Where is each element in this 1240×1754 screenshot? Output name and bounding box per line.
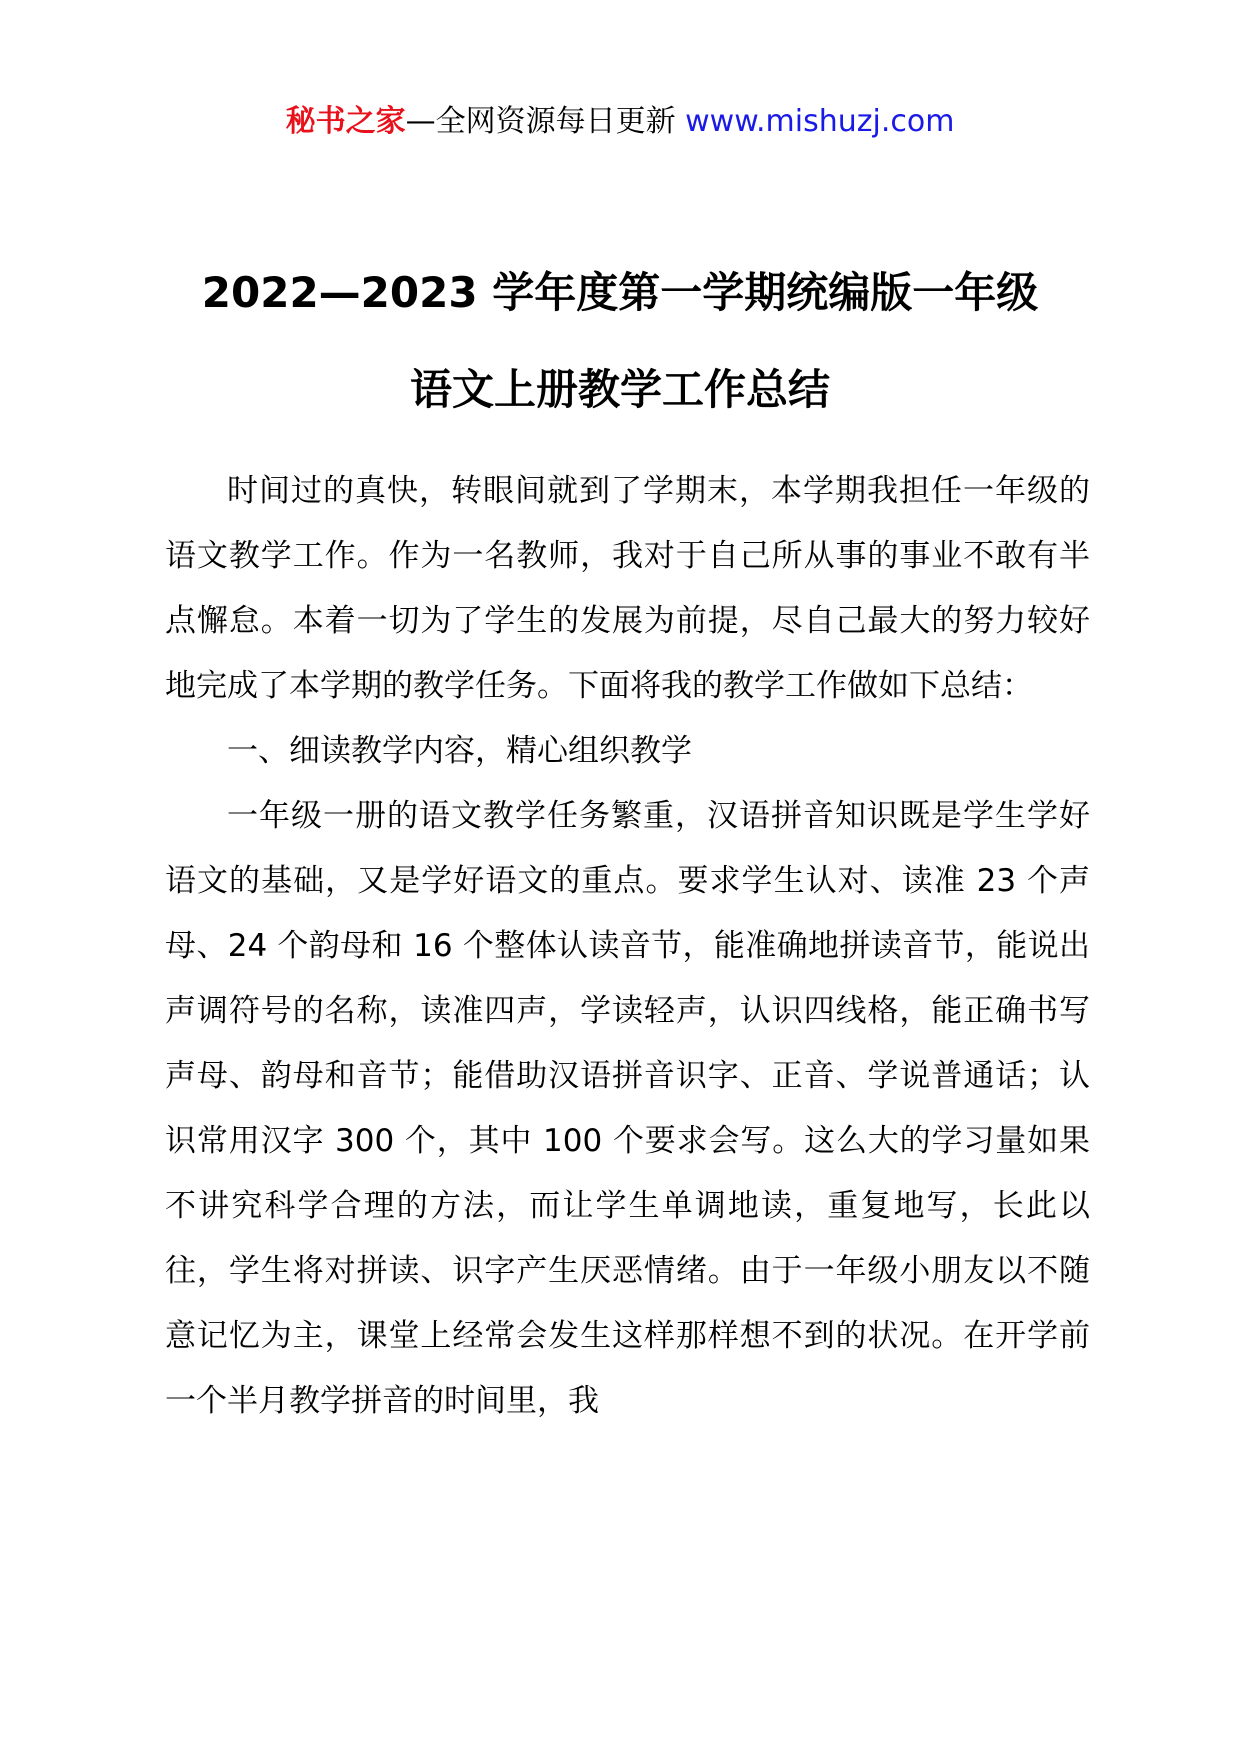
- document-title-line-1: 2022—2023 学年度第一学期统编版一年级: [201, 268, 1039, 317]
- header-brand: 秘书之家: [285, 104, 406, 139]
- header-site-url[interactable]: www.mishuzj.com: [685, 104, 955, 139]
- paragraph-intro: 时间过的真快，转眼间就到了学期末，本学期我担任一年级的语文教学工作。作为一名教师，我对于自己所从事的事业不敢有半点懈怠。本着一切为了学生的发展为前提，尽自己最大的努力较好地完成了本学期的教学任务。下面将我的教学工作做如下总结：: [165, 473, 1090, 704]
- paragraph-section-1: 一年级一册的语文教学任务繁重，汉语拼音知识既是学生学好语文的基础，又是学好语文的重点。要求学生认对、读准 23 个声母、24 个韵母和 16 个整体认读音节，能准确地拼读音节，能说出声调符号的名称，读准四声，学读轻声，认识四线格，能正确书写声母、韵母和音节；能借助汉语拼音识字、正音、学说普通话；认识常用汉字 300 个，其中 100 个要求会写。这么大的学习量如果不讲究科学合理的方法，而让学生单调地读，重复地写，长此以往，学生将对拼读、识字产生厌恶情绪。由于一年级小朋友以不随意记忆为主，课堂上经常会发生这样那样想不到的状况。在开学前一个半月教学拼音的时间里，我: [165, 798, 1090, 1419]
- page-header: [0, 100, 1240, 144]
- document-body: [165, 459, 1090, 1434]
- document-title-line-2: 语文上册教学工作总结: [409, 365, 830, 414]
- section-heading-1: 一、细读教学内容，精心组织教学: [227, 733, 692, 769]
- header-tagline: —全网资源每日更新: [405, 104, 686, 139]
